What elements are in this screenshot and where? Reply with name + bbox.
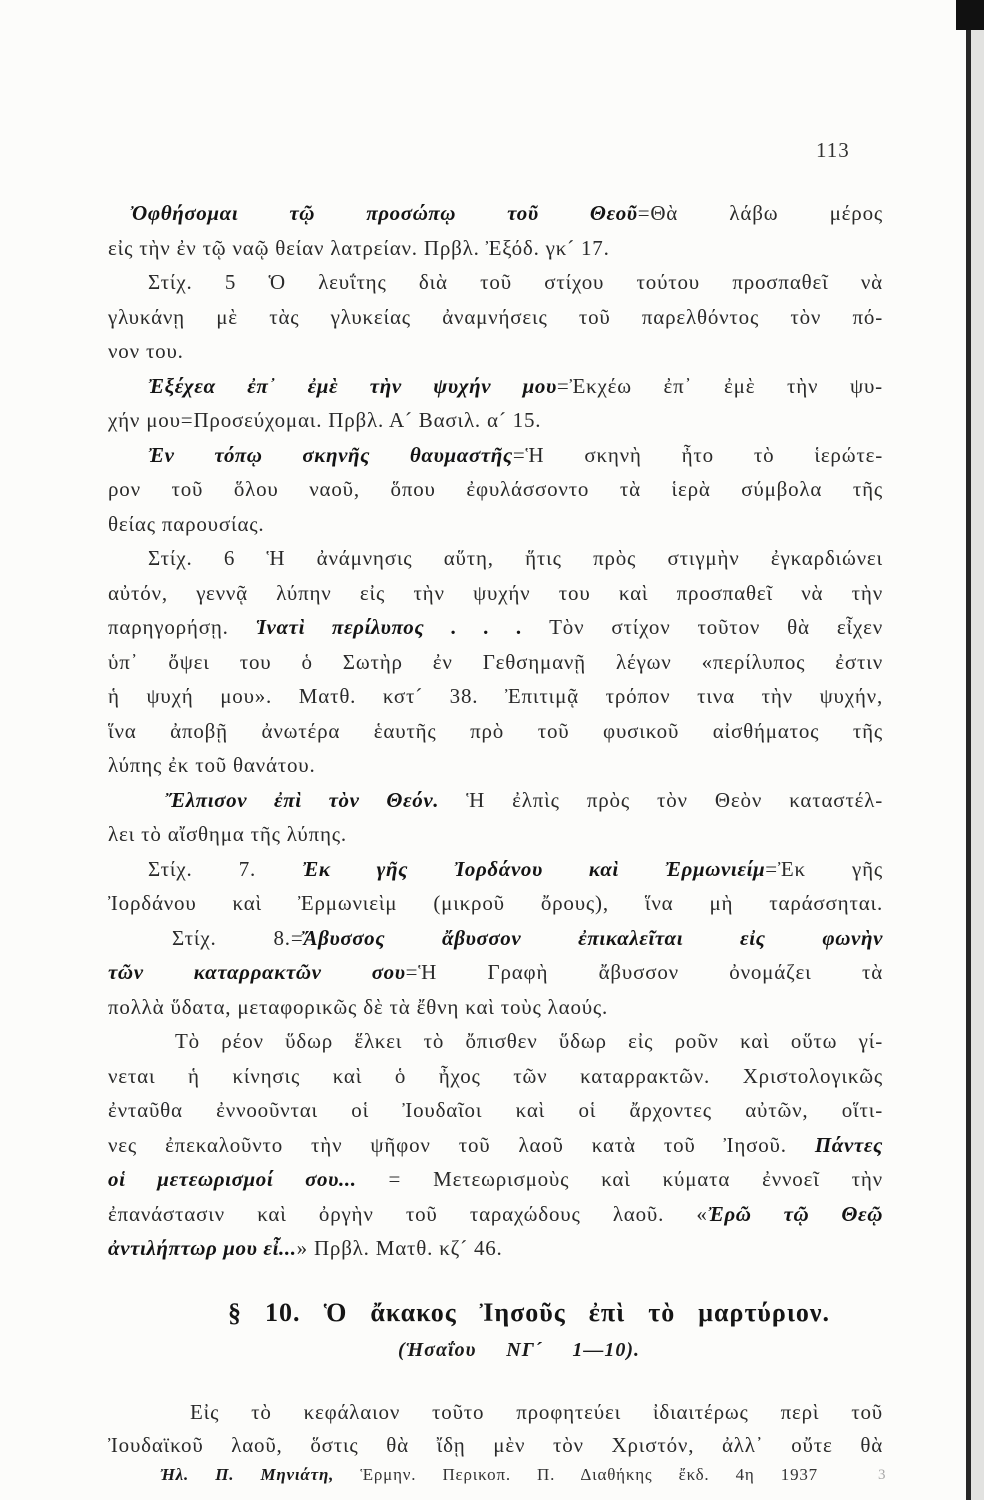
text-line (108, 1128, 883, 1163)
lemma-bold-italic: οἱ μετεωρισμοί σου... (108, 1167, 357, 1191)
text-run: =Θὰ λάβω μέρος (637, 201, 883, 225)
text-line (108, 196, 883, 231)
text-run: ἐπανάστασιν καὶ ὀργὴν τοῦ ταραχώδους λαοῦ. « (108, 1201, 708, 1226)
text-run: ἵνα ἀποβῇ ἀνωτέρα ἑαυτῆς πρὸ τοῦ φυσικοῦ αἰσθήματος τῆς (108, 718, 883, 743)
text-line (108, 403, 883, 438)
text-line (108, 1197, 883, 1232)
text-line (108, 921, 883, 956)
text-run: ρον τοῦ ὅλου ναοῦ, ὅπου ἐφυλάσσοντο τὰ ἱερὰ σύμβολα τῆς (108, 477, 883, 501)
lemma-bold-italic: Ἐρῶ τῷ Θεῷ (707, 1201, 883, 1226)
text-run: λει τὸ αἴσθημα τῆς λύπης. (108, 822, 347, 846)
text-line (108, 369, 883, 404)
text-line (108, 886, 883, 921)
page-edge-shadow (971, 0, 984, 1500)
text-run: ἐνταῦθα ἐννοοῦνται οἱ Ἰουδαῖοι καὶ οἱ ἄρχοντες αὐτῶν, οἵτι- (108, 1098, 883, 1122)
text-run: νον του. (108, 339, 184, 363)
lemma-bold-italic: Πάντες (814, 1132, 883, 1157)
text-run: =Ἡ σκηνὴ ἦτο τὸ ἱερώτε- (512, 442, 883, 467)
lemma-bold-italic: Ἐν τόπῳ σκηνῆς θαυμαστῆς (148, 442, 513, 467)
text-line (108, 1024, 883, 1059)
page-edge (966, 0, 971, 1500)
lemma-bold-italic: Ἄβυσσος ἄβυσσον ἐπικαλεῖται εἰς φωνὴν (303, 925, 884, 950)
main-text (108, 196, 883, 1266)
lemma-bold-italic: Ὀφθήσομαι τῷ προσώπῳ τοῦ Θεοῦ (130, 201, 638, 225)
lemma-bold-italic: Ἐξέχεα ἐπ᾿ ἐμὲ τὴν ψυχήν μου (148, 373, 557, 398)
lemma-bold-italic: Ἔλπισον ἐπὶ τὸν Θεόν. (165, 787, 440, 812)
text-line (108, 990, 883, 1025)
scan-corner-mark (956, 0, 984, 30)
paragraph (108, 1024, 883, 1266)
paragraph (108, 369, 883, 438)
paragraph (108, 438, 883, 542)
paragraph (108, 265, 883, 369)
paragraph (108, 541, 883, 783)
paragraph (108, 921, 883, 1025)
text-line (108, 852, 883, 887)
text-line (108, 300, 883, 335)
text-line (108, 231, 883, 266)
text-run: Εἰς τὸ κεφάλαιον τοῦτο προφητεύει ἰδιαιτέρως περὶ τοῦ (190, 1400, 883, 1424)
text-line (108, 1396, 883, 1429)
text-run: ὑπ᾿ ὄψει του ὁ Σωτὴρ ἐν Γεθσημανῇ λέγων «περίλυπος ἐστιν (108, 649, 883, 674)
text-run: Τὸν στίχον τοῦτον θὰ εἶχεν (522, 615, 883, 639)
section-title: Ὁ ἄκακος Ἰησοῦς ἐπὶ τὸ μαρτύριον. (323, 1298, 831, 1327)
text-run: χήν μου=Προσεύχομαι. Πρβλ. Α´ Βασιλ. α´ 15. (108, 408, 542, 432)
text-run: =Ἐκ γῆς (765, 856, 884, 881)
text-line (108, 1162, 883, 1197)
text-line (108, 1093, 883, 1128)
text-run: Στίχ. 5 Ὁ λευΐτης διὰ τοῦ στίχου τούτου προσπαθεῖ νὰ (148, 270, 883, 294)
text-run: αὐτόν, γεννᾷ λύπην εἰς τὴν ψυχήν του καὶ προσπαθεῖ νὰ τὴν (108, 580, 883, 605)
text-run: =Ἡ Γραφὴ ἄβυσσον ὀνομάζει τὰ (405, 960, 883, 984)
footer-citation: Ἑρμην. Περικοπ. Π. Διαθήκης ἔκδ. 4η 1937 (360, 1465, 818, 1484)
text-line (108, 541, 883, 576)
text-run: Ἰουδαϊκοῦ λαοῦ, ὅστις θὰ ἴδῃ μὲν τὸν Χριστόν, ἀλλ᾿ οὔτε θὰ (108, 1433, 883, 1457)
paragraph (108, 783, 883, 852)
text-run: πολλὰ ὕδατα, μεταφορικῶς δὲ τὰ ἔθνη καὶ τοὺς λαούς. (108, 994, 609, 1019)
text-run: εἰς τὴν ἐν τῷ ναῷ θείαν λατρείαν. Πρβλ. Ἐξόδ. γκ´ 17. (108, 235, 610, 260)
text-run: Ἡ ἐλπὶς πρὸς τὸν Θεὸν καταστέλ- (439, 787, 883, 812)
text-line (108, 817, 883, 852)
paragraph (108, 1396, 883, 1462)
text-run: =Ἐκχέω ἐπ᾿ ἐμὲ τὴν ψυ- (556, 373, 883, 398)
lemma-bold-italic: Ἱνατὶ περίλυπος . . . (255, 615, 523, 639)
text-line (108, 1429, 883, 1462)
text-run: παρηγορήσῃ. (108, 615, 256, 639)
footer-author: Ἠλ. Π. Μηνιάτη, (160, 1465, 335, 1484)
paragraph (108, 196, 883, 265)
page-number: 113 (816, 138, 850, 162)
section-heading (228, 1293, 830, 1333)
text-line (108, 679, 883, 714)
text-line (108, 472, 883, 507)
text-line (108, 955, 883, 990)
section-reference: (Ἡσαΐου ΝΓ´ 1—10). (398, 1339, 640, 1361)
text-line (108, 610, 883, 645)
text-run: Τὸ ρέον ὕδωρ ἕλκει τὸ ὄπισθεν ὕδωρ εἰς ροῦν καὶ οὕτω γί- (175, 1029, 883, 1053)
text-run: Στίχ. 8.= (172, 925, 304, 950)
text-run: γλυκάνῃ μὲ τὰς γλυκείας ἀναμνήσεις τοῦ παρελθόντος τὸν πό- (108, 304, 883, 329)
text-line (108, 576, 883, 611)
text-line (108, 507, 883, 542)
text-line (108, 714, 883, 749)
text-run: Ἰορδάνου καὶ Ἐρμωνιεὶμ (μικροῦ ὄρους), ἵνα μὴ ταράσσηται. (108, 891, 883, 915)
text-run: λύπης ἐκ τοῦ θανάτου. (108, 753, 316, 777)
text-run: Στίχ. 7. (148, 856, 303, 881)
text-line (108, 1059, 883, 1094)
lemma-bold-italic: τῶν καταρρακτῶν σου (108, 960, 406, 984)
text-line (108, 748, 883, 783)
section-text (108, 1396, 883, 1462)
text-run: νες ἐπεκαλοῦντο τὴν ψῆφον τοῦ λαοῦ κατὰ τοῦ Ἰησοῦ. (108, 1132, 815, 1157)
text-run: ἡ ψυχή μου». Ματθ. κστ´ 38. Ἐπιτιμᾷ τρόπον τινα τὴν ψυχήν, (108, 684, 883, 708)
text-line (108, 334, 883, 369)
text-line (108, 1231, 883, 1266)
text-line (108, 265, 883, 300)
text-line (108, 645, 883, 680)
text-run: » Πρβλ. Ματθ. κζ´ 46. (296, 1236, 503, 1260)
text-run: θείας παρουσίας. (108, 511, 265, 536)
signature-mark: 3 (878, 1467, 886, 1483)
text-run: νεται ἡ κίνησις καὶ ὁ ἦχος τῶν καταρρακτῶν. Χριστολογικῶς (108, 1063, 883, 1088)
text-run: = Μετεωρισμοὺς καὶ κύματα ἐννοεῖ τὴν (356, 1167, 883, 1191)
lemma-bold-italic: Ἐκ γῆς Ἰορδάνου καὶ Ἐρμωνιείμ (302, 856, 766, 881)
section-number: § 10. (228, 1298, 301, 1327)
lemma-bold-italic: ἀντιλήπτωρ μου εἶ... (108, 1236, 297, 1260)
text-line (108, 438, 883, 473)
text-line (108, 783, 883, 818)
text-run: Στίχ. 6 Ἡ ἀνάμνησις αὕτη, ἥτις πρὸς στιγμὴν ἐγκαρδιώνει (148, 546, 883, 570)
paragraph (108, 852, 883, 921)
footer (160, 1463, 818, 1487)
